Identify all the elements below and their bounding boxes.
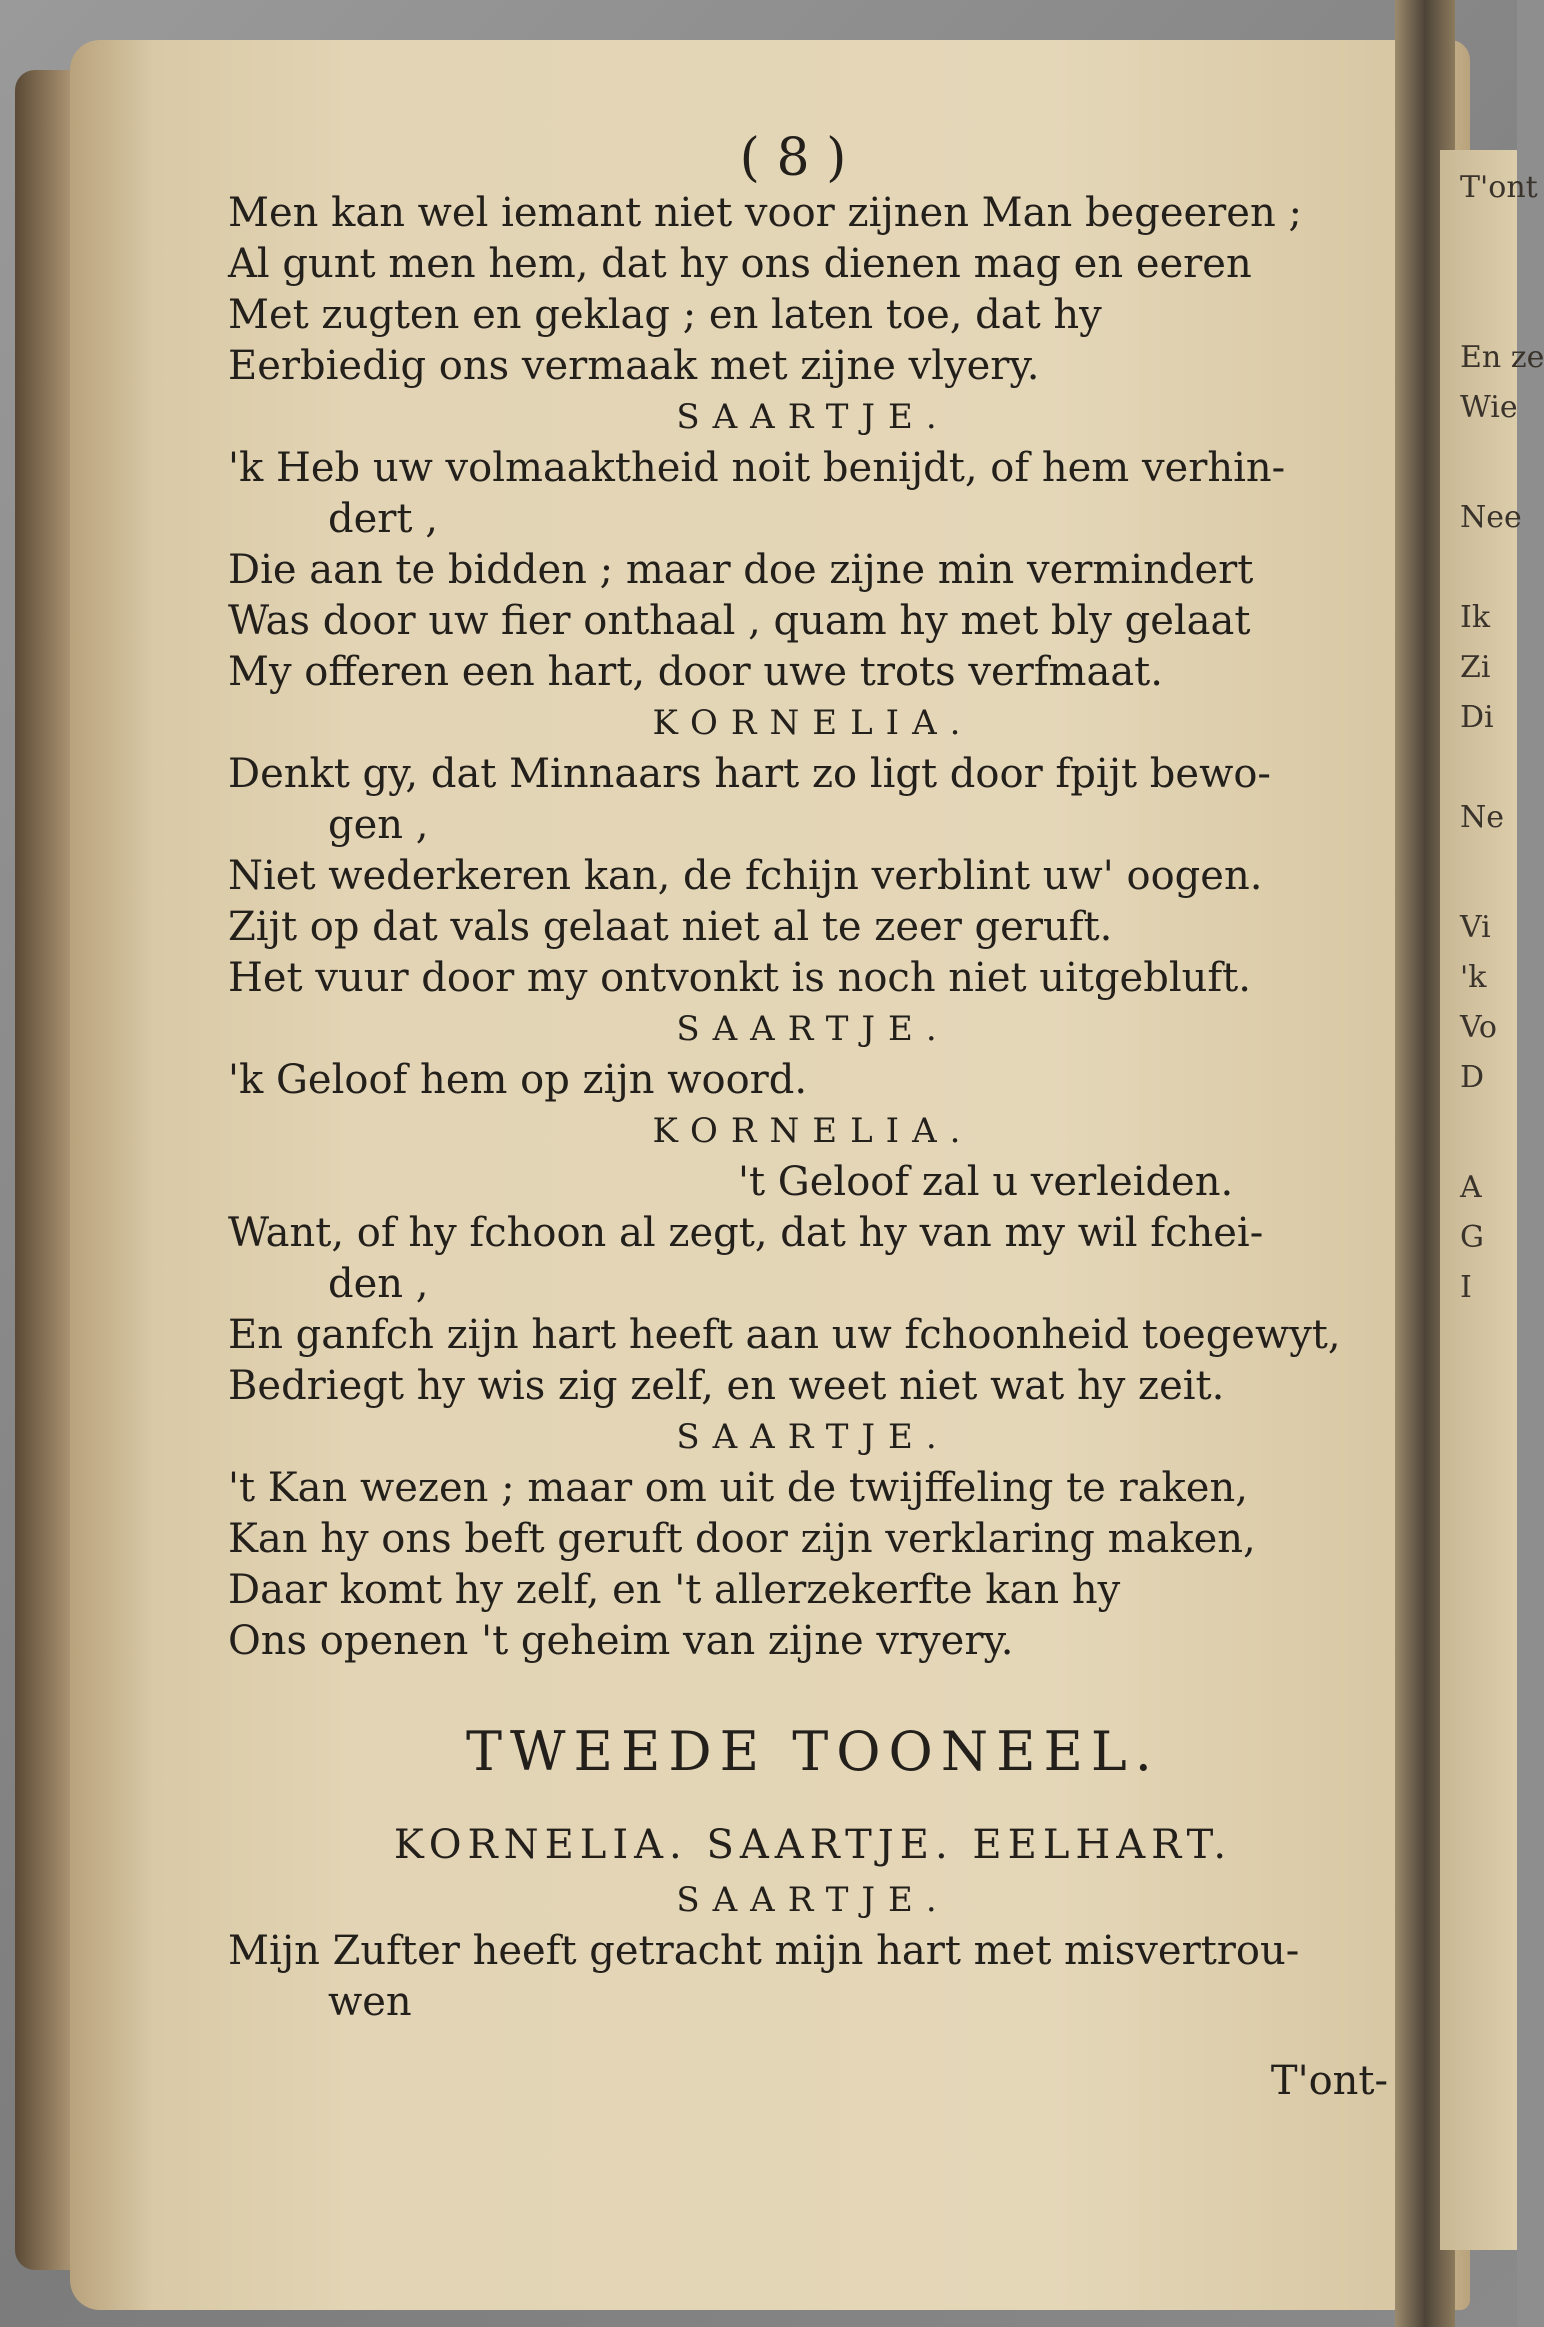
verse-line: 't Kan wezen ; maar om uit de twijffeling te raken, [228,1465,1248,1511]
speaker-name: SAARTJE. [676,1009,950,1049]
verse-line: Zijt op dat vals gelaat niet al te zeer geruft. [228,904,1113,950]
adjacent-fragment: Vi [1460,910,1491,945]
adjacent-fragment: Di [1460,700,1494,735]
adjacent-fragment: Ik [1460,600,1491,635]
adjacent-fragment: Zi [1460,650,1491,685]
verse-line: Niet wederkeren kan, de fchijn verblint uw' oogen. [228,853,1263,899]
cast-list: KORNELIA. SAARTJE. EELHART. [393,1822,1233,1868]
adjacent-fragment: A [1460,1170,1482,1205]
verse-line: Want, of hy fchoon al zegt, dat hy van my wil fchei- [228,1210,1264,1256]
page-text [228,128,1398,2104]
verse-line-continuation: wen [328,1979,412,2025]
verse-line: En ganfch zijn hart heeft aan uw fchoonheid toegewyt, [228,1312,1341,1358]
adjacent-fragment: I [1460,1270,1472,1305]
verse-line: Met zugten en geklag ; en laten toe, dat hy [228,292,1102,338]
adjacent-fragment: D [1460,1060,1485,1095]
adjacent-fragment: Vo [1460,1010,1497,1045]
verse-line-cue: 't Geloof zal u verleiden. [738,1159,1234,1205]
verse-line: Eerbiedig ons vermaak met zijne vlyery. [228,343,1040,389]
verse-line: Daar komt hy zelf, en 't allerzekerfte kan hy [228,1567,1121,1613]
verse-line-continuation: gen , [328,802,429,848]
adjacent-fragment: T'ont [1460,170,1538,205]
adjacent-fragment: En ze [1460,340,1544,375]
scene-heading: TWEEDE TOONEEL. [466,1720,1160,1783]
adjacent-fragment: Wie [1460,390,1518,425]
verse-line: Mijn Zufter heeft getracht mijn hart met misvertrou- [228,1928,1300,1974]
verse-line: Men kan wel iemant niet voor zijnen Man begeeren ; [228,190,1302,236]
verse-line: Al gunt men hem, dat hy ons dienen mag en eeren [228,241,1252,287]
speaker-name: SAARTJE. [676,1417,950,1457]
speaker-name: KORNELIA. [652,1111,974,1151]
adjacent-fragment: 'k [1460,960,1487,995]
verse-line: Het vuur door my ontvonkt is noch niet uitgebluft. [228,955,1251,1001]
speaker-name: SAARTJE. [676,397,950,437]
verse-line-continuation: dert , [328,496,438,542]
adjacent-fragment: Ne [1460,800,1505,835]
verse-line: Denkt gy, dat Minnaars hart zo ligt door fpijt bewo- [228,751,1271,797]
verse-line: Kan hy ons beft geruft door zijn verklaring maken, [228,1516,1256,1562]
verse-line: Die aan te bidden ; maar doe zijne min vermindert [228,547,1254,593]
verse-line: Ons openen 't geheim van zijne vryery. [228,1618,1014,1664]
catchword: T'ont- [1270,2058,1388,2104]
speaker-name: KORNELIA. [652,703,974,743]
speaker-name: SAARTJE. [676,1880,950,1920]
verse-line: Was door uw fier onthaal , quam hy met bly gelaat [228,598,1251,644]
verse-line: My offeren een hart, door uwe trots verfmaat. [228,649,1163,695]
adjacent-page [1440,150,1544,2250]
verse-line-continuation: den , [328,1261,429,1307]
verse-line: 'k Heb uw volmaaktheid noit benijdt, of hem verhin- [228,445,1286,491]
verse-line: Bedriegt hy wis zig zelf, en weet niet wat hy zeit. [228,1363,1225,1409]
adjacent-fragment: Nee [1460,500,1522,535]
adjacent-fragment: G [1460,1220,1484,1255]
page-number: ( 8 ) [739,128,847,188]
verse-line: 'k Geloof hem op zijn woord. [228,1057,808,1103]
